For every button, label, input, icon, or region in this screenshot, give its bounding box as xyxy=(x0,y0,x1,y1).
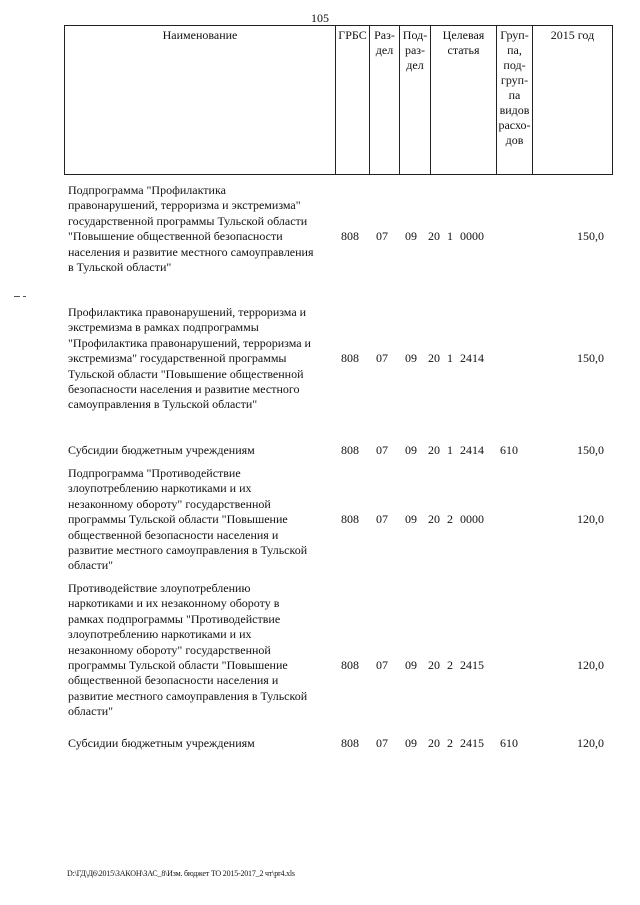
amount-cell: 120,0 xyxy=(577,736,604,750)
table-header xyxy=(64,25,613,175)
amount-cell: 120,0 xyxy=(577,512,604,526)
row-name-line: наркотиками и их незаконному обороту в xyxy=(68,596,280,611)
podrazdel-cell: 09 xyxy=(405,736,417,750)
row-name-line: в Тульской области" xyxy=(68,260,172,275)
header-celevaya xyxy=(431,26,497,174)
header-razdel-line: Раз- xyxy=(374,28,395,42)
celevaya-cell: 20 2 2415 xyxy=(428,736,484,750)
header-year: 2015 год xyxy=(550,28,595,42)
header-podrazdel-line: дел xyxy=(406,58,424,72)
row-name-line: экстремизма" государственной программы xyxy=(68,351,287,366)
row-name xyxy=(68,183,336,275)
scan-mark xyxy=(23,296,26,297)
grbs-cell: 808 xyxy=(341,512,359,526)
gruppa-cell: 610 xyxy=(500,736,518,750)
row-name xyxy=(68,466,336,574)
celevaya-cell: 20 1 2414 xyxy=(428,351,484,365)
amount-cell: 150,0 xyxy=(577,229,604,243)
row-name-line: незаконному обороту" государственной xyxy=(68,642,271,657)
header-celevaya-line: Целевая xyxy=(442,28,485,42)
row-name xyxy=(68,581,336,720)
row-name-line: правонарушений, терроризма и экстремизма" xyxy=(68,198,301,213)
row-name-line: общественной безопасности населения и xyxy=(68,673,279,688)
header-grbs: ГРБС xyxy=(336,26,370,174)
row-name-line: "Повышение общественной безопасности xyxy=(68,229,283,244)
grbs-cell: 808 xyxy=(341,229,359,243)
row-name-line: Противодействие злоупотреблению xyxy=(68,581,251,595)
row-name-line: рамках подпрограммы "Противодействие xyxy=(68,611,281,626)
page-number: 105 xyxy=(311,11,329,25)
row-name-line: Профилактика правонарушений, терроризма и xyxy=(68,305,307,319)
header-gruppa-line: па, xyxy=(507,43,522,57)
row-name-line: безопасности населения и развитие местного xyxy=(68,382,300,397)
header-gruppa-line: расхо- xyxy=(498,118,531,132)
row-name-line: Тульской области "Повышение общественной xyxy=(68,366,304,381)
scan-mark xyxy=(14,296,20,297)
celevaya-cell: 20 2 0000 xyxy=(428,512,484,526)
row-name-line: государственной программы Тульской области xyxy=(68,213,308,228)
file-path-footer: D:\ГД\Д6\2015\ЗАКОН\ЗАС_8\Изм. бюджет ТО 2015-2017_2 чт\pr4.xls xyxy=(67,869,295,878)
grbs-cell: 808 xyxy=(341,351,359,365)
row-name-line: Субсидии бюджетным учреждениям xyxy=(68,736,255,750)
header-gruppa-line: Груп- xyxy=(500,28,529,42)
podrazdel-cell: 09 xyxy=(405,658,417,672)
podrazdel-cell: 09 xyxy=(405,229,417,243)
celevaya-cell: 20 2 2415 xyxy=(428,658,484,672)
row-name xyxy=(68,443,336,458)
podrazdel-cell: 09 xyxy=(405,512,417,526)
row-name-line: развитие местного самоуправления в Тульской xyxy=(68,688,308,703)
podrazdel-cell: 09 xyxy=(405,351,417,365)
header-razdel-line: дел xyxy=(375,43,394,57)
amount-cell: 120,0 xyxy=(577,658,604,672)
header-podrazdel-line: раз- xyxy=(404,43,426,57)
razdel-cell: 07 xyxy=(376,443,388,457)
row-name-line: населения и развитие местного самоуправления xyxy=(68,244,314,259)
header-celevaya-line: статья xyxy=(447,43,480,57)
row-name-line: злоупотреблению наркотиками и их xyxy=(68,627,252,642)
podrazdel-cell: 09 xyxy=(405,443,417,457)
header-gruppa-line: груп- xyxy=(500,73,529,87)
celevaya-cell: 20 1 2414 xyxy=(428,443,484,457)
row-name-line: экстремизма в рамках подпрограммы xyxy=(68,320,259,335)
header-name: Наименование xyxy=(65,26,336,174)
razdel-cell: 07 xyxy=(376,229,388,243)
amount-cell: 150,0 xyxy=(577,351,604,365)
grbs-cell: 808 xyxy=(341,736,359,750)
row-name-line: области" xyxy=(68,704,114,719)
row-name-line: области" xyxy=(68,558,114,573)
row-name-line: Подпрограмма "Профилактика xyxy=(68,183,226,197)
header-gruppa-line: видов xyxy=(499,103,530,117)
row-name-line: Субсидии бюджетным учреждениям xyxy=(68,443,255,457)
header-razdel xyxy=(370,26,400,174)
grbs-cell: 808 xyxy=(341,443,359,457)
header-gruppa-line: дов xyxy=(505,133,524,147)
razdel-cell: 07 xyxy=(376,512,388,526)
header-gruppa-line: па xyxy=(508,88,521,102)
row-name-line: злоупотреблению наркотиками и их xyxy=(68,481,252,496)
header-gruppa xyxy=(497,26,533,174)
row-name-line: общественной безопасности населения и xyxy=(68,527,279,542)
gruppa-cell: 610 xyxy=(500,443,518,457)
header-gruppa-line: под- xyxy=(503,58,526,72)
row-name-line: программы Тульской области "Повышение xyxy=(68,658,288,673)
row-name xyxy=(68,305,336,413)
row-name-line: "Профилактика правонарушений, терроризма и xyxy=(68,335,311,350)
grbs-cell: 808 xyxy=(341,658,359,672)
row-name-line: программы Тульской области "Повышение xyxy=(68,512,288,527)
header-podrazdel xyxy=(400,26,431,174)
row-name-line: Подпрограмма "Противодействие xyxy=(68,466,241,480)
razdel-cell: 07 xyxy=(376,351,388,365)
row-name-line: самоуправления в Тульской области" xyxy=(68,397,258,412)
header-podrazdel-line: Под- xyxy=(402,28,428,42)
amount-cell: 150,0 xyxy=(577,443,604,457)
row-name-line: развитие местного самоуправления в Тульской xyxy=(68,543,308,558)
celevaya-cell: 20 1 0000 xyxy=(428,229,484,243)
row-name-line: незаконному обороту" государственной xyxy=(68,496,271,511)
razdel-cell: 07 xyxy=(376,736,388,750)
row-name xyxy=(68,736,336,751)
razdel-cell: 07 xyxy=(376,658,388,672)
